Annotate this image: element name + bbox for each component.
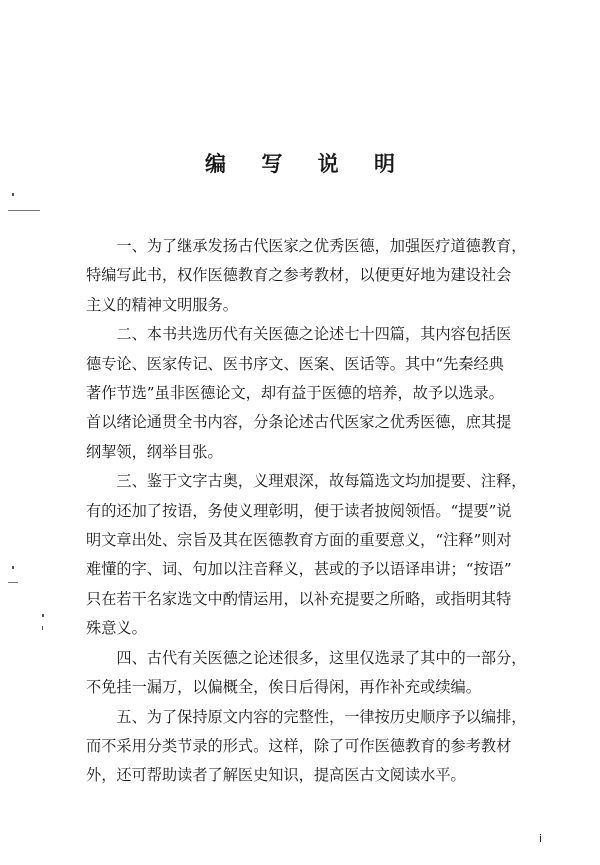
scan-mark (8, 582, 18, 583)
preface-body (86, 232, 532, 791)
page-title: 编 写 说 明 (205, 152, 409, 176)
paragraph-1: 一、为了继承发扬古代医家之优秀医德，加强医疗道德教育， 特编写此书，权作医德教育之参考教材，以便更好地为建设社会 主义的精神文明服务。 (86, 237, 527, 314)
paragraph-5: 五、为了保持原文内容的完整性，一律按历史顺序予以编排， 而不采用分类节录的形式。这样，除了可作医德教育的参考教材 外，还可帮助读者了解医史知识，提高医古文阅读水平。 (86, 707, 527, 785)
paragraph-3: 三、鉴于文字古奥，义理艰深，故每篇选文均加提要、注释， 有的还加了按语，务使义理彰明，便于读者披阅领悟。“提要”说 明文章出处、宗旨及其在医德教育方面的重要意义，“注释”则对 难懂的字、词、句加以注音释义，甚或的予以语译串讲；“按语” 只在若干名家选文中酌情运用，以补充提要之所略，或指明其特 殊意义。 (86, 472, 527, 638)
paragraph-4: 四、古代有关医德之论述很多，这里仅选录了其中的一部分， 不免挂一漏万，以偏概全，俟日后得闲，再作补充或续编。 (86, 648, 527, 697)
page-number: i (538, 832, 542, 845)
paragraph-2: 二、本书共选历代有关医德之论述七十四篇，其内容包括医 德专论、医家传记、医书序文、医案、医话等。其中“先秦经典 著作节选”虽非医德论文，却有益于医德的培养，故予以选录。 首以绪论通贯全书内容，分条论述古代医家之优秀医德，庶其提 纲挈领，纲举目张。 (86, 325, 512, 461)
scan-mark (12, 566, 14, 569)
scan-mark (42, 626, 43, 630)
scan-mark (42, 614, 44, 617)
scan-mark (12, 193, 14, 196)
scan-mark (8, 210, 40, 211)
